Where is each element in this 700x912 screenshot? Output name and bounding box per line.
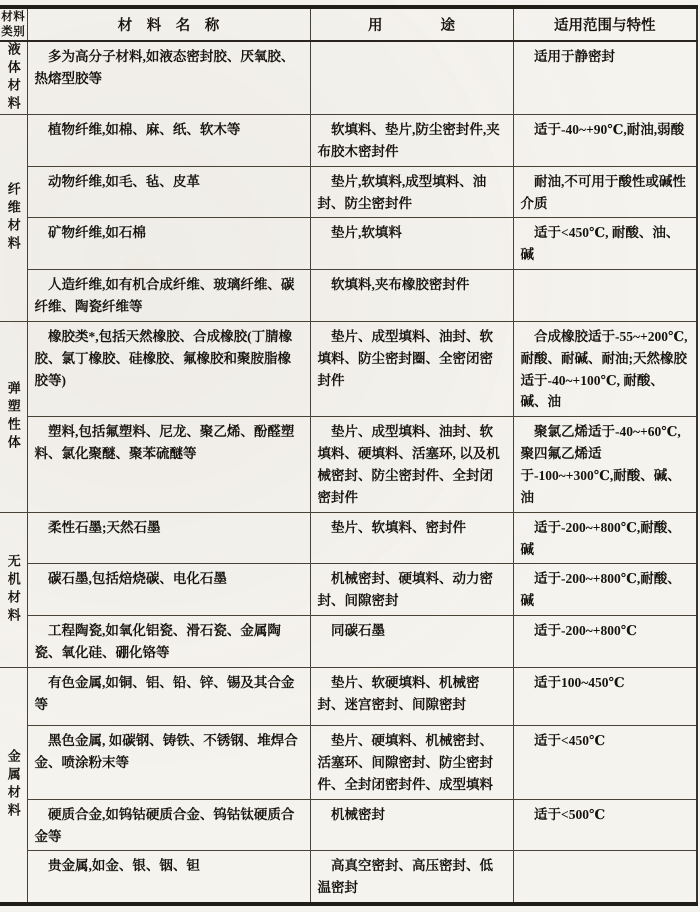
name-cell [27,270,310,322]
use-cell [310,564,513,616]
range-cell [513,564,697,616]
name-cell [27,166,310,218]
range-text: 适于-200~+800℃,耐酸、碱 [520,571,681,609]
range-text: 适于-200~+800℃ [534,623,637,639]
use-text: 机械密封、硬填料、动力密封、间隙密封 [317,571,493,609]
name-text: 贵金属,如金、银、铟、钽 [48,858,200,874]
category-label: 纤维材料 [5,181,21,254]
table-row [0,512,697,564]
use-text: 同碳石墨 [331,623,385,639]
use-text: 垫片、成型填料、油封、软填料、硬填料、活塞环, 以及机械密封、防尘密封件、全封闭密封件 [317,424,500,505]
use-text: 高真空密封、高压密封、低温密封 [317,858,493,896]
table-row [0,799,697,851]
range-cell [513,321,697,416]
range-text [514,851,697,858]
range-cell [513,616,697,668]
range-cell [513,270,697,322]
use-cell [310,41,513,115]
name-cell [27,417,310,512]
use-text: 软填料、垫片,防尘密封件,夹布胶木密封件 [317,122,500,159]
use-cell [310,851,513,904]
use-cell [310,726,513,800]
range-cell [513,166,697,218]
range-text: 合成橡胶适于-55~+200℃, 耐酸、耐碱、耐油;天然橡胶适于-40~+100℃, 耐酸、碱、油 [520,328,688,410]
name-text: 塑料,包括氟塑料、尼龙、聚乙烯、酚醛塑料、氯化聚醚、聚苯硫醚等 [34,424,295,462]
category-cell [0,668,27,905]
name-cell [27,668,310,726]
category-cell [0,41,27,115]
category-label: 无机材料 [5,553,21,626]
use-text: 垫片、软填料、密封件 [331,519,466,535]
table-row [0,726,697,800]
table-row [0,218,697,270]
name-cell [27,115,310,167]
category-label: 弹塑性体 [5,380,21,453]
column-header-name: 材 料 名 称 [27,7,310,41]
use-cell [310,115,513,167]
use-text: 垫片,软填料,成型填料、油封、防尘密封件 [317,173,487,211]
range-cell [513,726,697,800]
name-text: 有色金属,如铜、铝、铅、锌、锡及其合金等 [34,675,295,713]
use-cell [310,668,513,726]
name-cell [27,321,310,416]
column-header-range: 适用范围与特性 [513,7,697,41]
range-text: 适用于静密封 [534,49,615,64]
table-row [0,270,697,322]
category-cell [0,115,27,322]
range-text: 适于<450℃ [534,733,606,749]
table-row [0,41,697,115]
table-row [0,417,697,512]
column-header-use: 用 途 [310,7,513,41]
category-cell [0,512,27,667]
name-text: 碳石墨,包括焙烧碳、电化石墨 [48,571,227,587]
category-label: 金属材料 [5,749,21,822]
range-text: 适于100~450℃ [534,675,625,691]
category-cell [0,321,27,512]
category-label: 液体材料 [5,42,21,114]
use-text: 垫片、成型填料、油封、软填料、防尘密封圈、全密闭密封件 [317,328,493,388]
name-cell [27,218,310,270]
range-cell [513,41,697,115]
range-cell [513,668,697,726]
name-text: 橡胶类*,包括天然橡胶、合成橡胶(丁腈橡胶、氯丁橡胶、硅橡胶、氟橡胶和聚胺脂橡胶等) [34,328,293,388]
use-cell [310,166,513,218]
name-cell [27,799,310,851]
range-text: 适于-40~+90℃,耐油,弱酸 [534,122,685,137]
use-text: 机械密封 [331,806,385,822]
use-text: 垫片、软硬填料、机械密封、迷宫密封、间隙密封 [317,675,480,713]
name-text: 植物纤维,如棉、麻、纸、软木等 [48,122,241,137]
range-cell [513,512,697,564]
table-row [0,564,697,616]
use-text: 软填料,夹布橡胶密封件 [331,277,470,293]
use-cell [310,270,513,322]
column-header-category: 材料类别 [0,7,27,41]
range-cell [513,851,697,904]
use-text: 垫片,软填料 [331,225,402,241]
range-text: 适于<500℃ [534,806,606,822]
range-cell [513,218,697,270]
range-cell [513,799,697,851]
range-text: 适于-200~+800℃,耐酸、碱 [520,519,681,557]
name-text: 硬质合金,如钨钴硬质合金、钨钴钛硬质合金等 [34,806,295,844]
use-cell [310,218,513,270]
use-cell [310,512,513,564]
name-text: 柔性石墨;天然石墨 [48,519,161,535]
name-text: 多为高分子材料,如液态密封胶、厌氧胶、热熔型胶等 [34,49,295,86]
name-cell [27,726,310,800]
name-text: 黑色金属, 如碳钢、铸铁、不锈钢、堆焊合金、喷涂粉末等 [34,733,298,771]
header-row [0,7,697,41]
name-cell [27,512,310,564]
table-row [0,668,697,726]
use-cell [310,321,513,416]
table-row [0,851,697,904]
name-cell [27,41,310,115]
table-row [0,115,697,167]
range-text: 耐油,不可用于酸性或碱性介质 [520,173,686,211]
range-text [514,270,697,277]
name-text: 人造纤维,如有机合成纤维、玻璃纤维、碳纤维、陶瓷纤维等 [34,277,295,315]
name-text: 工程陶瓷,如氧化铝瓷、滑石瓷、金属陶瓷、氧化硅、硼化铬等 [34,623,281,661]
name-cell [27,564,310,616]
sealing-materials-table [0,5,698,906]
use-cell [310,417,513,512]
range-cell [513,417,697,512]
name-text: 动物纤维,如毛、毡、皮革 [48,173,200,189]
use-cell [310,799,513,851]
table-row [0,616,697,668]
name-text: 矿物纤维,如石棉 [48,225,146,241]
range-cell [513,115,697,167]
name-cell [27,616,310,668]
name-cell [27,851,310,904]
use-text: 垫片、硬填料、机械密封、活塞环、间隙密封、防尘密封件、全封闭密封件、成型填料 [317,733,493,792]
table-row [0,321,697,416]
table-row [0,166,697,218]
use-cell [310,616,513,668]
range-text: 适于<450℃, 耐酸、油、碱 [520,225,680,263]
use-text [311,42,513,49]
range-text: 聚氯乙烯适于-40~+60℃,聚四氟乙烯适于-100~+300℃,耐酸、碱、油 [520,424,681,505]
